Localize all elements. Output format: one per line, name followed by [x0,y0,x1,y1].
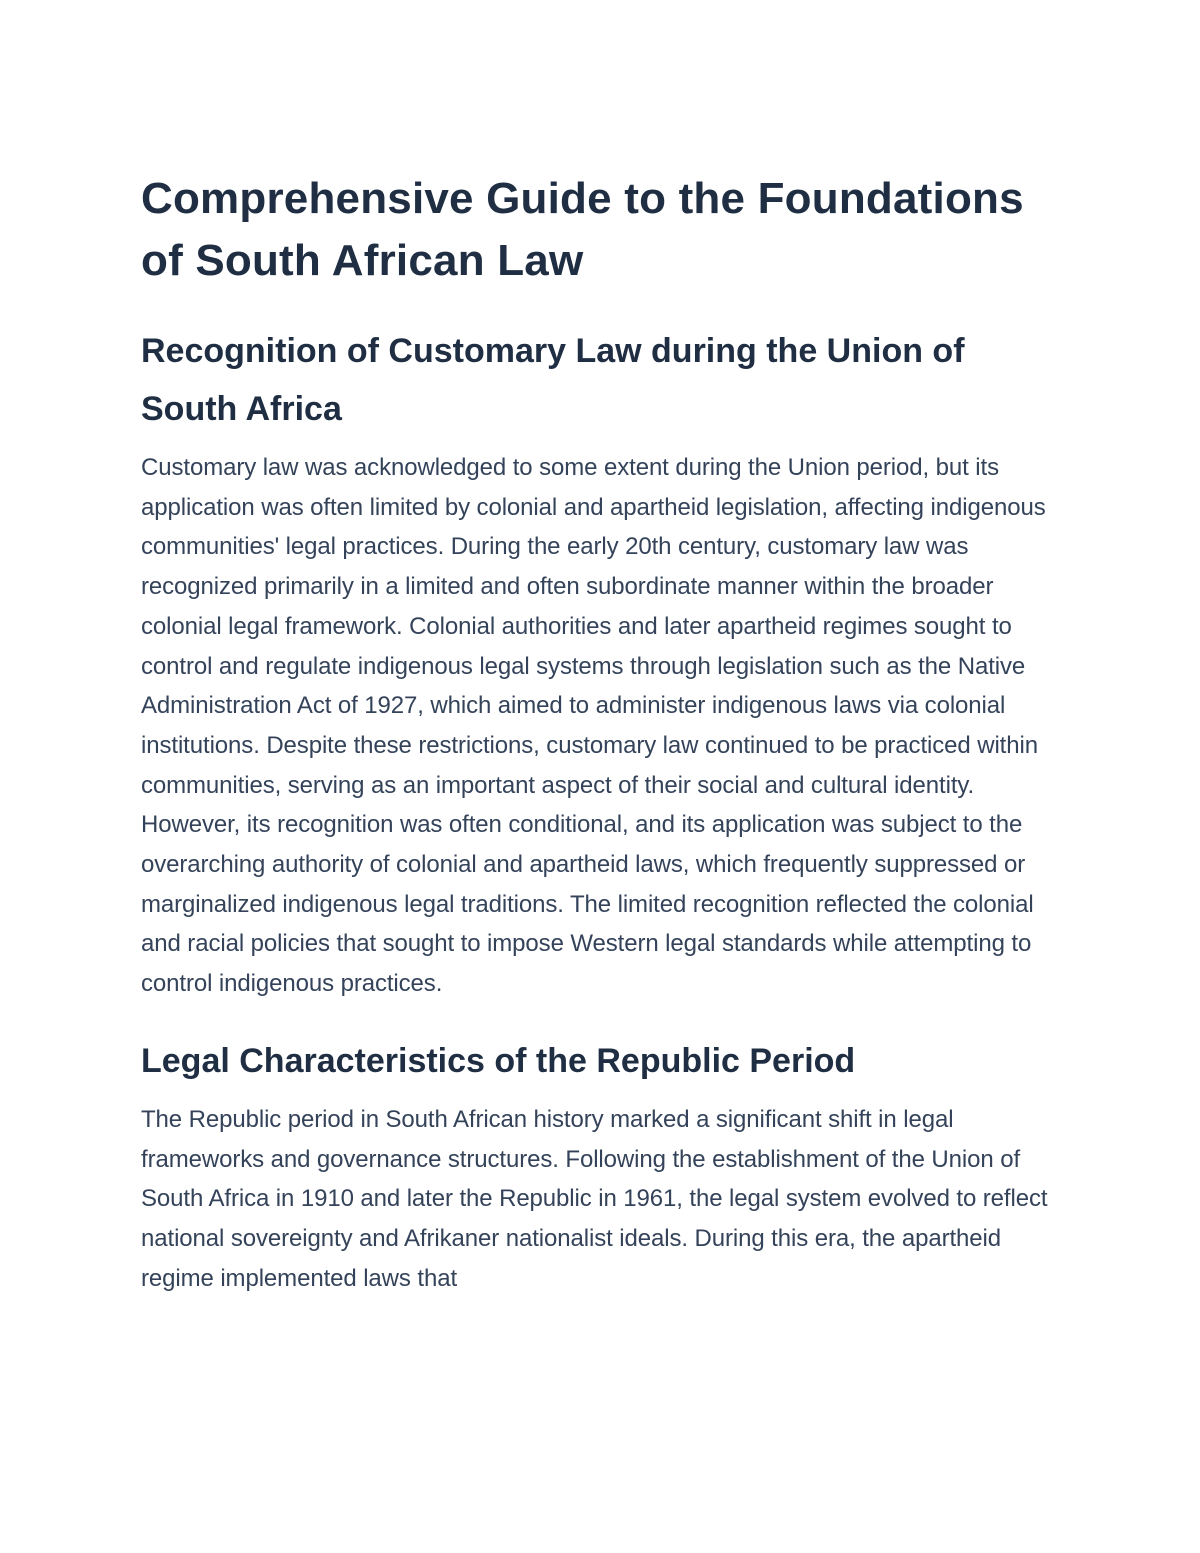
section-body-customary-law: Customary law was acknowledged to some extent during the Union period, but its application was often limited by colonial and apartheid legislation, affecting indigenous communities' legal practices. During the early 20th century, customary law was recognized primarily in a limited and often subordinate manner within the broader colonial legal framework. Colonial authorities and later apartheid regimes sought to control and regulate indigenous legal systems through legislation such as the Native Administration Act of 1927, which aimed to administer indigenous laws via colonial institutions. Despite these restrictions, customary law continued to be practiced within communities, serving as an important aspect of their social and cultural identity. However, its recognition was often conditional, and its application was subject to the overarching authority of colonial and apartheid laws, which frequently suppressed or marginalized indigenous legal traditions. The limited recognition reflected the colonial and racial policies that sought to impose Western legal standards while attempting to control indigenous practices. [141,454,1046,998]
document-title: Comprehensive Guide to the Foundations of South African Law [141,174,1024,285]
document-page [141,168,1066,1298]
section-heading-customary-law: Recognition of Customary Law during the Union of South Africa [141,332,965,428]
section-body-republic-period: The Republic period in South African history marked a significant shift in legal frameworks and governance structures. Following the establishment of the Union of South Africa in 1910 and later the Republic in 1961, the legal system evolved to reflect national sovereignty and Afrikaner nationalist ideals. During this era, the apartheid regime implemented laws that [141,1105,1048,1292]
section-heading-republic-period: Legal Characteristics of the Republic Period [141,1041,856,1080]
